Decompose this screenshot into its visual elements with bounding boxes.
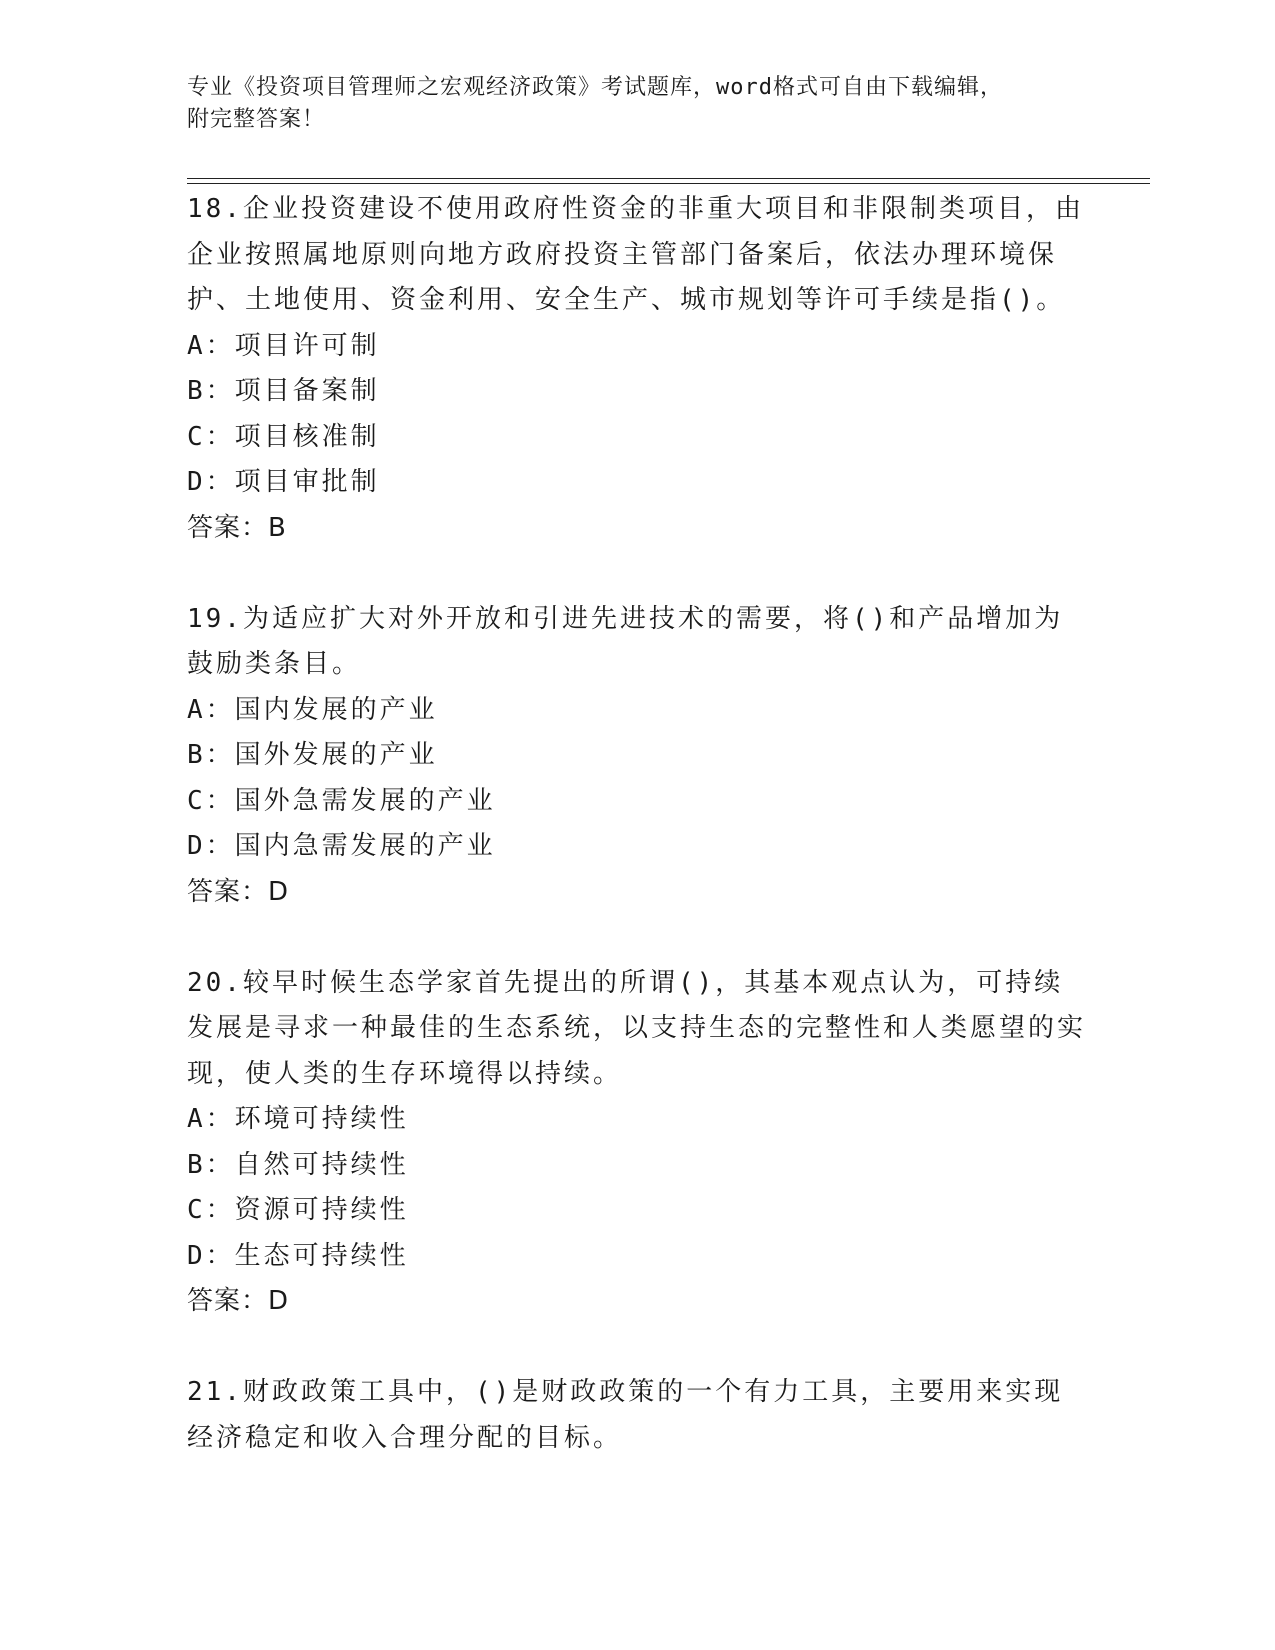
option-c: C：资源可持续性: [187, 1195, 409, 1225]
question-stem: 21.财政政策工具中，()是财政政策的一个有力工具，主要用来实现经济稳定和收入合理分配的目标。: [187, 1377, 1064, 1453]
question-stem: 20.较早时候生态学家首先提出的所谓()，其基本观点认为，可持续发展是寻求一种最佳的生态系统，以支持生态的完整性和人类愿望的实现，使人类的生存环境得以持续。: [187, 967, 1087, 1089]
spacer: [187, 915, 1087, 961]
question-18: [187, 187, 1087, 551]
question-stem: 19.为适应扩大对外开放和引进先进技术的需要，将()和产品增加为鼓励类条目。: [187, 603, 1064, 679]
option-c: C：项目核准制: [187, 421, 380, 452]
option-d: D：项目审批制: [187, 467, 380, 497]
question-stem: 18.企业投资建设不使用政府性资金的非重大项目和非限制类项目，由企业按照属地原则向地方政府投资主管部门备案后，依法办理环境保护、土地使用、资金利用、安全生产、城市规划等许可手续是指()。: [187, 194, 1084, 315]
question-list: [187, 187, 1087, 1461]
option-d: D：国内急需发展的产业: [187, 831, 496, 861]
document-header: [187, 72, 1067, 136]
option-c: C：国外急需发展的产业: [187, 785, 496, 816]
option-d: D：生态可持续性: [187, 1240, 409, 1271]
header-divider-bottom: [187, 183, 1150, 184]
question-19: [187, 597, 1087, 916]
answer-line: 答案：D: [187, 876, 290, 907]
spacer: [187, 1325, 1087, 1371]
answer-line: 答案：B: [187, 512, 287, 543]
spacer: [187, 551, 1087, 597]
option-a: A：项目许可制: [187, 330, 380, 361]
option-b: B：国外发展的产业: [187, 740, 438, 770]
header-line-2: 附完整答案！: [187, 107, 326, 132]
question-21: [187, 1370, 1087, 1461]
option-b: B：自然可持续性: [187, 1149, 409, 1180]
option-b: B：项目备案制: [187, 376, 380, 406]
header-line-1: 专业《投资项目管理师之宏观经济政策》考试题库，word格式可自由下载编辑，: [187, 75, 1003, 100]
option-a: A：环境可持续性: [187, 1104, 409, 1134]
question-20: [187, 961, 1087, 1325]
answer-line: 答案：D: [187, 1286, 290, 1316]
header-divider-top: [187, 178, 1150, 179]
option-a: A：国内发展的产业: [187, 694, 438, 725]
